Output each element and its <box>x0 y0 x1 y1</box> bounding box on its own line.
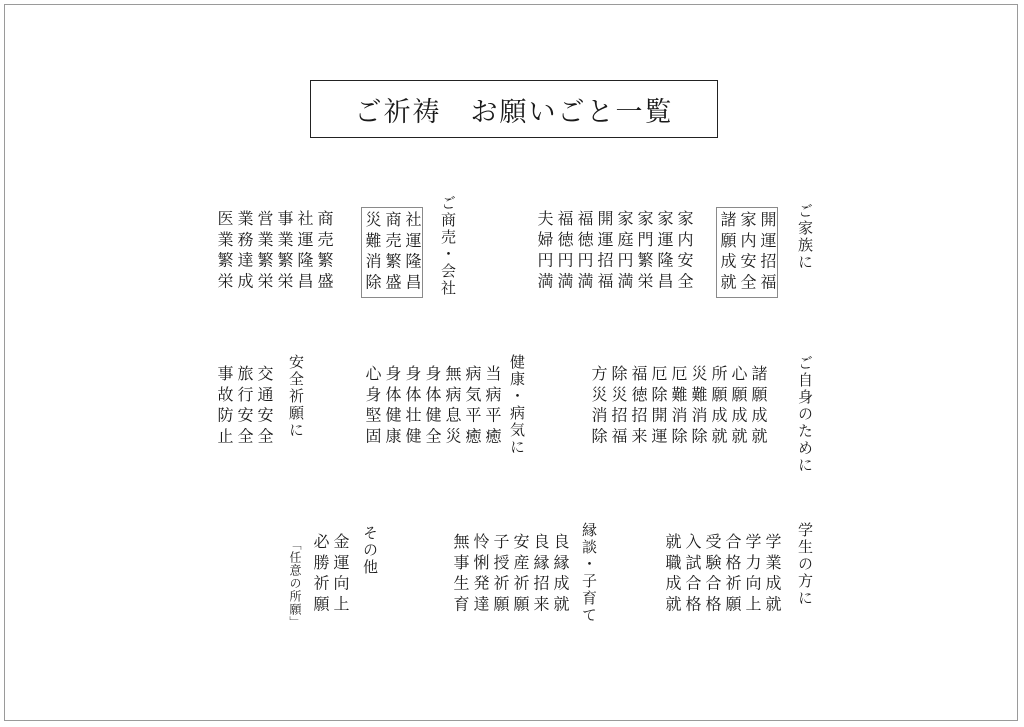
prayer-item: 家内安全 <box>738 211 757 295</box>
prayer-item: 福徳招来 <box>629 365 648 449</box>
self-items <box>588 365 768 448</box>
prayer-item: 良縁成就 <box>551 533 570 617</box>
prayer-item: 心願成就 <box>729 365 748 449</box>
prayer-item: 心身堅固 <box>363 365 382 449</box>
prayer-item: 当病平癒 <box>483 365 502 449</box>
prayer-item: 家内安全 <box>675 210 694 294</box>
prayer-item: 開運招福 <box>595 210 614 294</box>
prayer-item: 良縁招来 <box>531 533 550 617</box>
prayer-item: 無事生育 <box>451 533 470 617</box>
prayer-item: 受験合格 <box>703 533 722 617</box>
business-items <box>214 210 334 293</box>
prayer-item: 子授祈願 <box>491 533 510 617</box>
prayer-item: 業務達成 <box>235 210 254 294</box>
student-items <box>662 533 782 616</box>
prayer-item: 諸願成就 <box>718 211 737 295</box>
prayer-item: 福徳円満 <box>575 210 594 294</box>
prayer-item: 事故防止 <box>215 365 234 449</box>
prayer-item: 家運隆昌 <box>655 210 674 294</box>
business-boxed-items <box>361 207 423 298</box>
prayer-item: 厄除開運 <box>649 365 668 449</box>
section-label-health: 健康・病気に <box>508 354 526 456</box>
prayer-item: 金運向上 <box>331 533 350 617</box>
prayer-item: 社運隆昌 <box>295 210 314 294</box>
prayer-item: 就職成就 <box>663 533 682 617</box>
prayer-item: 身体健康 <box>383 365 402 449</box>
prayer-item: 方災消除 <box>589 365 608 449</box>
safety-items <box>214 365 274 448</box>
section-label-self: ご自身のために <box>796 355 814 474</box>
section-label-other: その他 <box>361 525 379 576</box>
other-items <box>310 533 350 616</box>
prayer-item: 夫婦円満 <box>535 210 554 294</box>
prayer-item: 災難消除 <box>363 211 382 295</box>
prayer-item: 身体健全 <box>423 365 442 449</box>
prayer-item: 旅行安全 <box>235 365 254 449</box>
prayer-item: 諸願成就 <box>749 365 768 449</box>
page-title: ご祈祷 お願いごと一覧 <box>354 96 674 128</box>
prayer-item: 無病息災 <box>443 365 462 449</box>
section-label-marriage: 縁談・子育て <box>580 522 598 624</box>
prayer-item: 厄難消除 <box>669 365 688 449</box>
prayer-item: 学業成就 <box>763 533 782 617</box>
prayer-item: 商売繁盛 <box>383 211 402 295</box>
section-label-family: ご家族に <box>796 203 814 271</box>
prayer-item: 怜悧発達 <box>471 533 490 617</box>
prayer-item: 社運隆昌 <box>403 211 422 295</box>
prayer-item: 開運招福 <box>758 211 777 295</box>
prayer-item: 除災招福 <box>609 365 628 449</box>
prayer-item: 事業繁栄 <box>275 210 294 294</box>
prayer-item: 身体壮健 <box>403 365 422 449</box>
prayer-item: 合格祈願 <box>723 533 742 617</box>
prayer-item: 所願成就 <box>709 365 728 449</box>
prayer-item: 商売繁盛 <box>315 210 334 294</box>
prayer-item: 福徳円満 <box>555 210 574 294</box>
family-boxed-items <box>716 207 778 298</box>
prayer-item: 家庭円満 <box>615 210 634 294</box>
prayer-item: 病気平癒 <box>463 365 482 449</box>
family-items <box>534 210 694 293</box>
prayer-item: 営業繁栄 <box>255 210 274 294</box>
section-label-safety: 安全祈願に <box>287 354 305 439</box>
section-label-business: ご商売・会社 <box>439 195 457 297</box>
prayer-item: 学力向上 <box>743 533 762 617</box>
prayer-item: 災難消除 <box>689 365 708 449</box>
prayer-item: 家門繁栄 <box>635 210 654 294</box>
marriage-items <box>450 533 570 616</box>
health-items <box>362 365 502 448</box>
other-note: 「任意の所願」 <box>288 538 302 629</box>
prayer-item: 医業繁栄 <box>215 210 234 294</box>
prayer-item: 安産祈願 <box>511 533 530 617</box>
title-box <box>310 80 718 138</box>
prayer-item: 交通安全 <box>255 365 274 449</box>
section-label-student: 学生の方に <box>796 522 814 607</box>
prayer-item: 入試合格 <box>683 533 702 617</box>
prayer-item: 必勝祈願 <box>311 533 330 617</box>
